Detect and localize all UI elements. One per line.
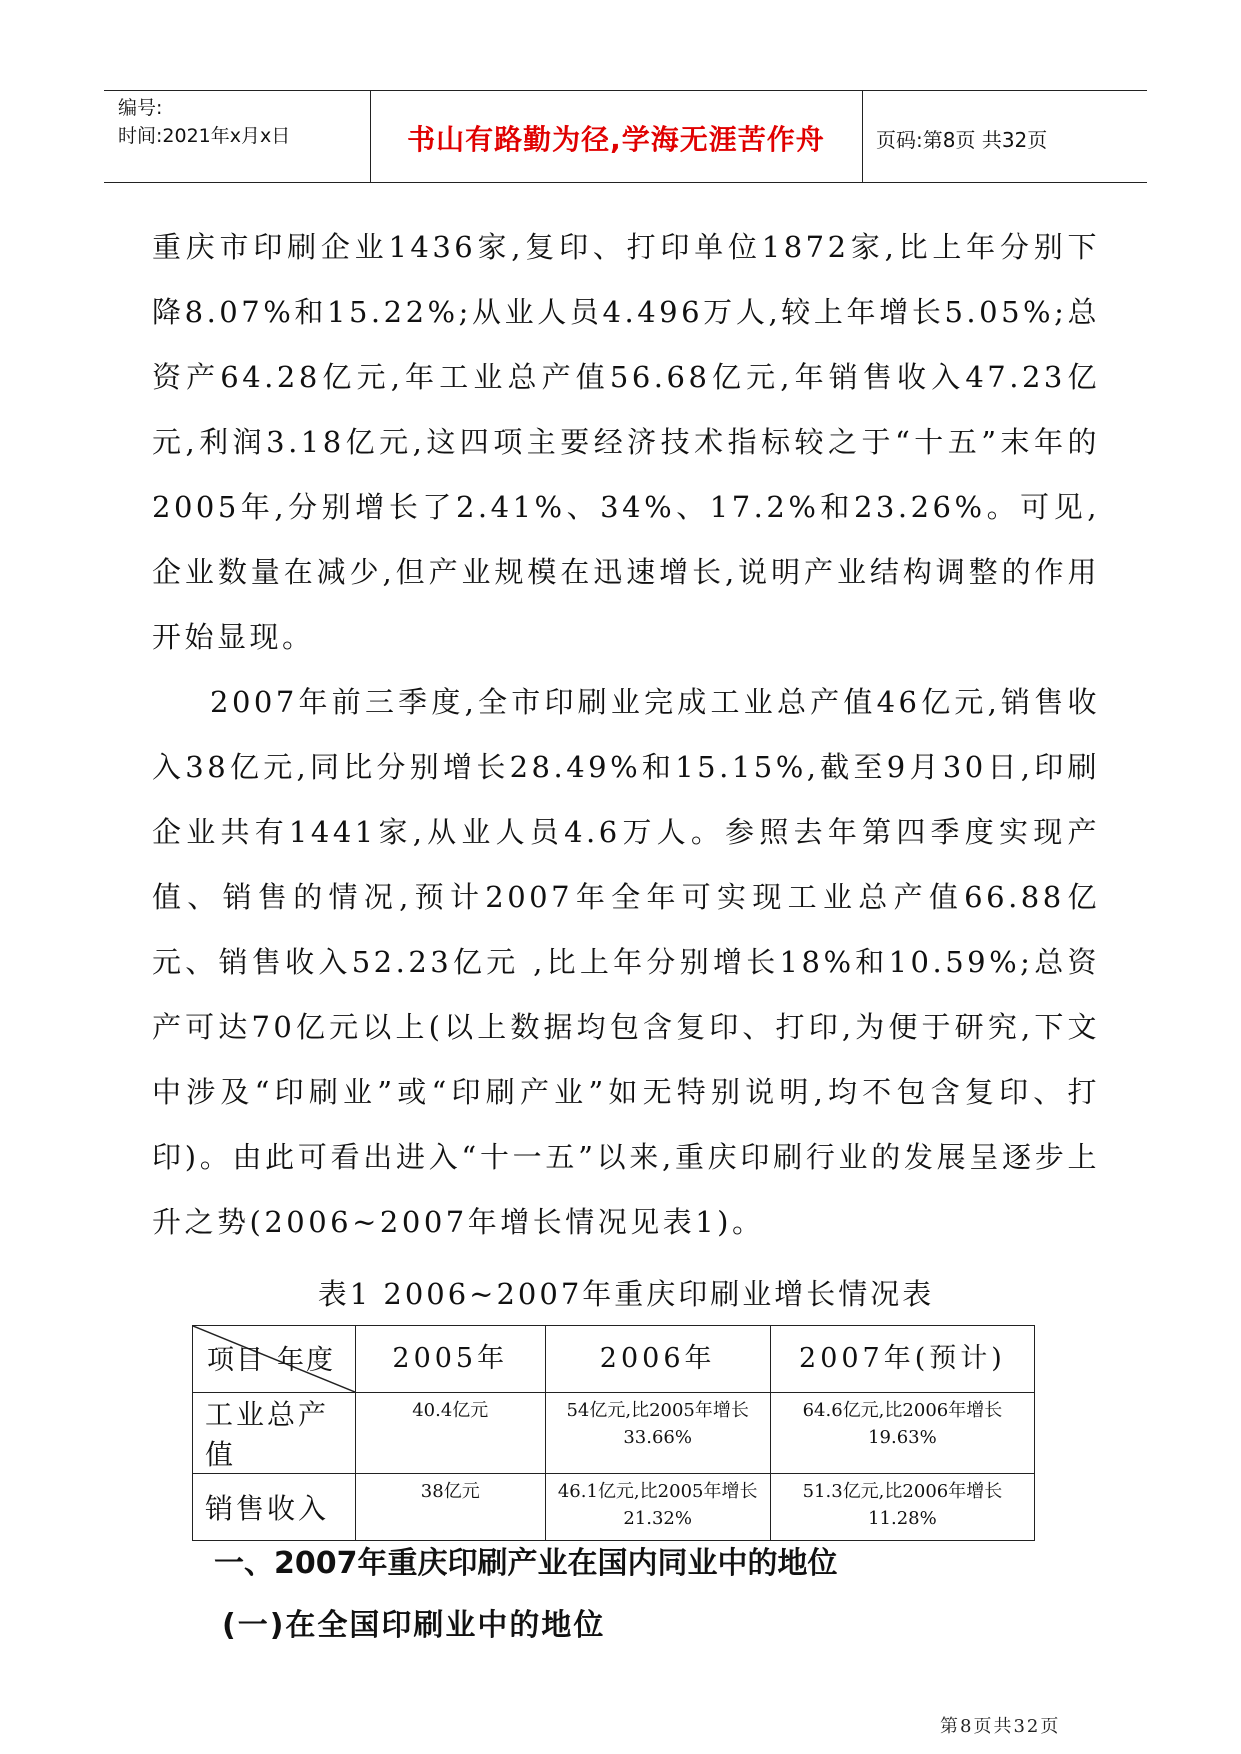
subsection-heading-1: (一)在全国印刷业中的地位 <box>222 1608 606 1643</box>
body-text <box>152 215 1100 1255</box>
column-header-2007: 2007年(预计) <box>770 1326 1034 1393</box>
column-header-2006: 2006年 <box>545 1326 770 1393</box>
table-row <box>193 1474 1035 1541</box>
header-bottom-rule <box>104 182 1147 183</box>
header-page-label: 页码:第8页 共32页 <box>876 128 1048 152</box>
cell-sales-2006: 46.1亿元,比2005年增长21.32% <box>545 1474 770 1541</box>
header-number-label: 编号: <box>118 97 163 119</box>
corner-year-label: 年度 <box>277 1345 335 1376</box>
paragraph-1: 重庆市印刷企业1436家,复印、打印单位1872家,比上年分别下降8.07%和15.22%;从业人员4.496万人,较上年增长5.05%;总资产64.28亿元,年工业总产值56.68亿元,年销售收入47.23亿元,利润3.18亿元,这四项主要经济技术指标较之于“十五”末年的2005年,分别增长了2.41%、34%、17.2%和23.26%。可见,企业数量在减少,但产业规模在迅速增长,说明产业结构调整的作用开始显现。 <box>152 230 1100 654</box>
table-corner-cell <box>193 1326 356 1393</box>
header-meta <box>118 94 290 150</box>
cell-sales-2007: 51.3亿元,比2006年增长11.28% <box>770 1474 1034 1541</box>
page-footer: 第8页共32页 <box>940 1716 1061 1737</box>
row-label-output: 工业总产值 <box>193 1393 356 1474</box>
growth-table <box>192 1325 1035 1541</box>
cell-output-2007: 64.6亿元,比2006年增长19.63% <box>770 1393 1034 1474</box>
table-caption: 表1 2006~2007年重庆印刷业增长情况表 <box>317 1277 935 1311</box>
table-row <box>193 1393 1035 1474</box>
header-time-label: 时间:2021年x月x日 <box>118 125 291 147</box>
table-header-row <box>193 1326 1035 1393</box>
header-top-rule <box>104 90 1147 91</box>
header-divider-right <box>862 90 863 182</box>
paragraph-2: 2007年前三季度,全市印刷业完成工业总产值46亿元,销售收入38亿元,同比分别增长28.49%和15.15%,截至9月30日,印刷企业共有1441家,从业人员4.6万人。参照去年第四季度实现产值、销售的情况,预计2007年全年可实现工业总产值66.88亿元、销售收入52.23亿元 ,比上年分别增长18%和10.59%;总资产可达70亿元以上(以上数据均包含复印、打印,为便于研究,下文中涉及“印刷业”或“印刷产业”如无特别说明,均不包含复印、打印)。由此可看出进入“十一五”以来,重庆印刷行业的发展呈逐步上升之势(2006~2007年增长情况见表1)。 <box>152 685 1100 1239</box>
row-label-sales: 销售收入 <box>193 1474 356 1541</box>
corner-item-label: 项目 <box>207 1345 265 1376</box>
cell-sales-2005: 38亿元 <box>356 1474 546 1541</box>
section-heading-1: 一、2007年重庆印刷产业在国内同业中的地位 <box>214 1546 838 1581</box>
cell-output-2005: 40.4亿元 <box>356 1393 546 1474</box>
cell-output-2006: 54亿元,比2005年增长33.66% <box>545 1393 770 1474</box>
column-header-2005: 2005年 <box>356 1326 546 1393</box>
header-motto: 书山有路勤为径,学海无涯苦作舟 <box>407 123 825 156</box>
